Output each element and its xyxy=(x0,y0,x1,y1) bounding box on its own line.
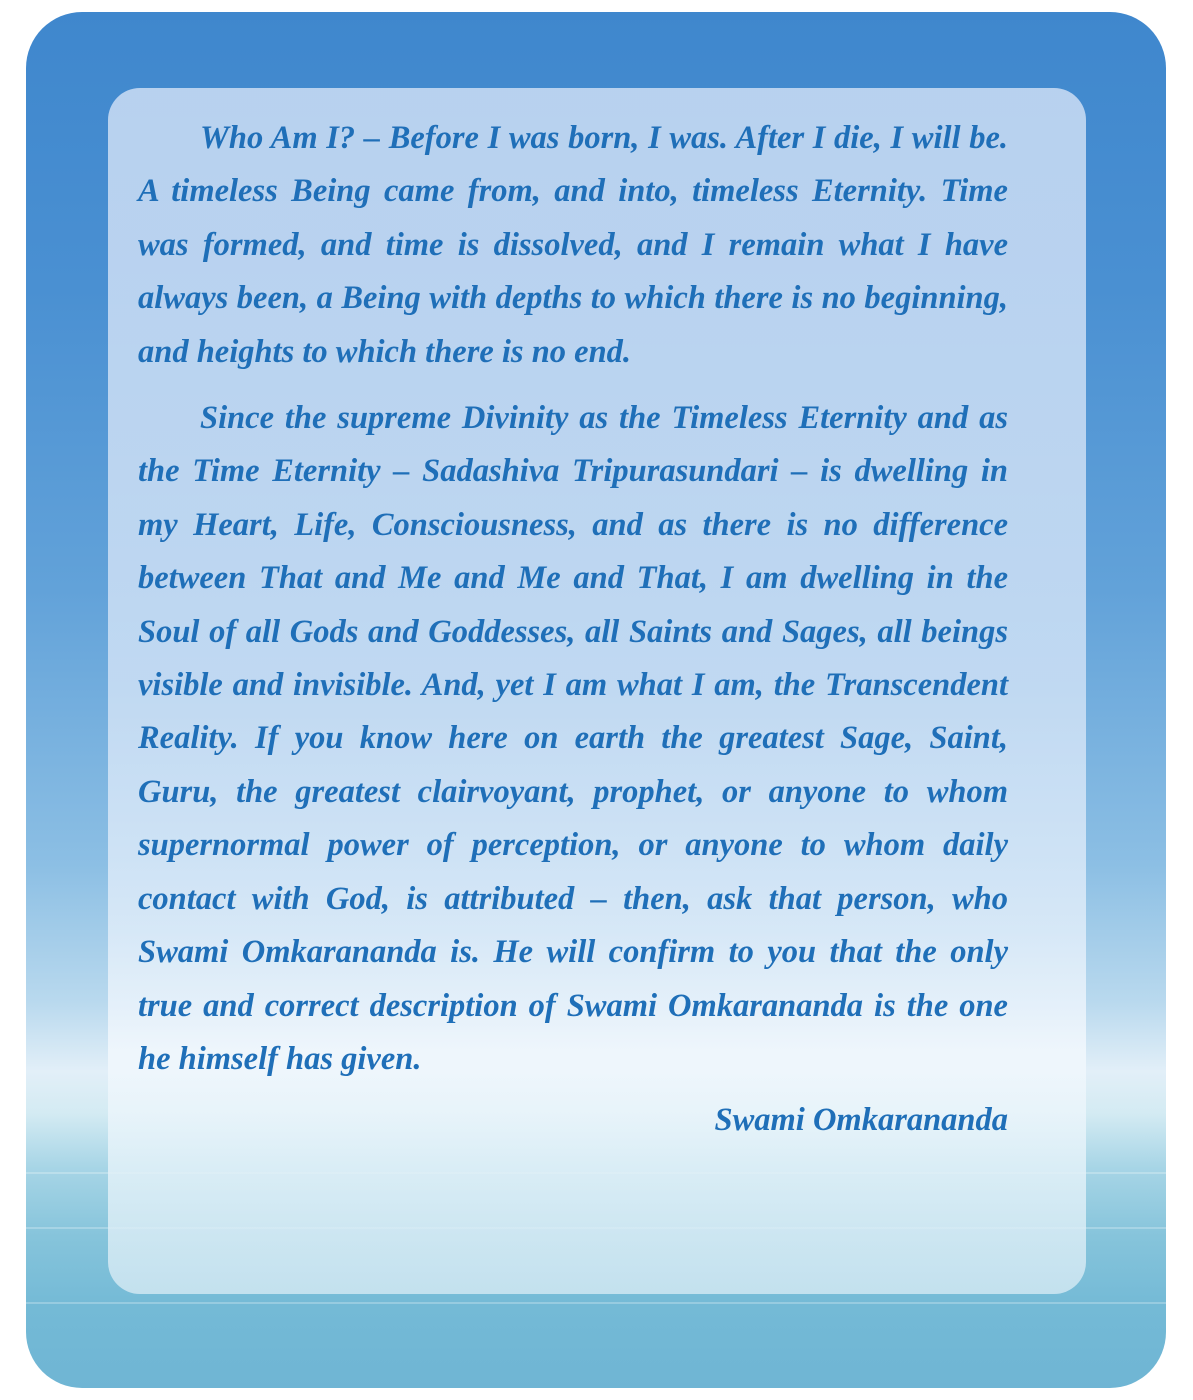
paragraph-supreme-divinity: Since the supreme Divinity as the Timeless Eternity and as the Time Eternity – Sadashiva Tripurasundari – is dwelling in my Heart, Life, Consciousness, and as there is no difference between That and Me and Me and That, I am dwelling in the Soul of all Gods and Goddesses, all Saints and Sages, all beings visible and invisible. And, yet I am what I am, the Transcendent Reality. If you know here on earth the greatest Sage, Saint, Guru, the greatest clairvoyant, prophet, or anyone to whom supernormal power of perception, or anyone to whom daily contact with God, is attributed – then, ask that person, who Swami Omkarananda is. He will confirm to you that the only true and correct description of Swami Omkarananda is the one he himself has given. xyxy=(138,400,1008,1077)
paragraph-who-am-i: Who Am I? – Before I was born, I was. After I die, I will be. A timeless Being came from, and into, timeless Eternity. Time was formed, and time is dissolved, and I remain what I have always been, a Being with depths to which there is no beginning, and heights to which there is no end. xyxy=(138,120,1008,370)
quote-text xyxy=(138,112,1008,1148)
signature: Swami Omkarananda xyxy=(714,1102,1008,1139)
sea-line xyxy=(26,1302,1166,1304)
